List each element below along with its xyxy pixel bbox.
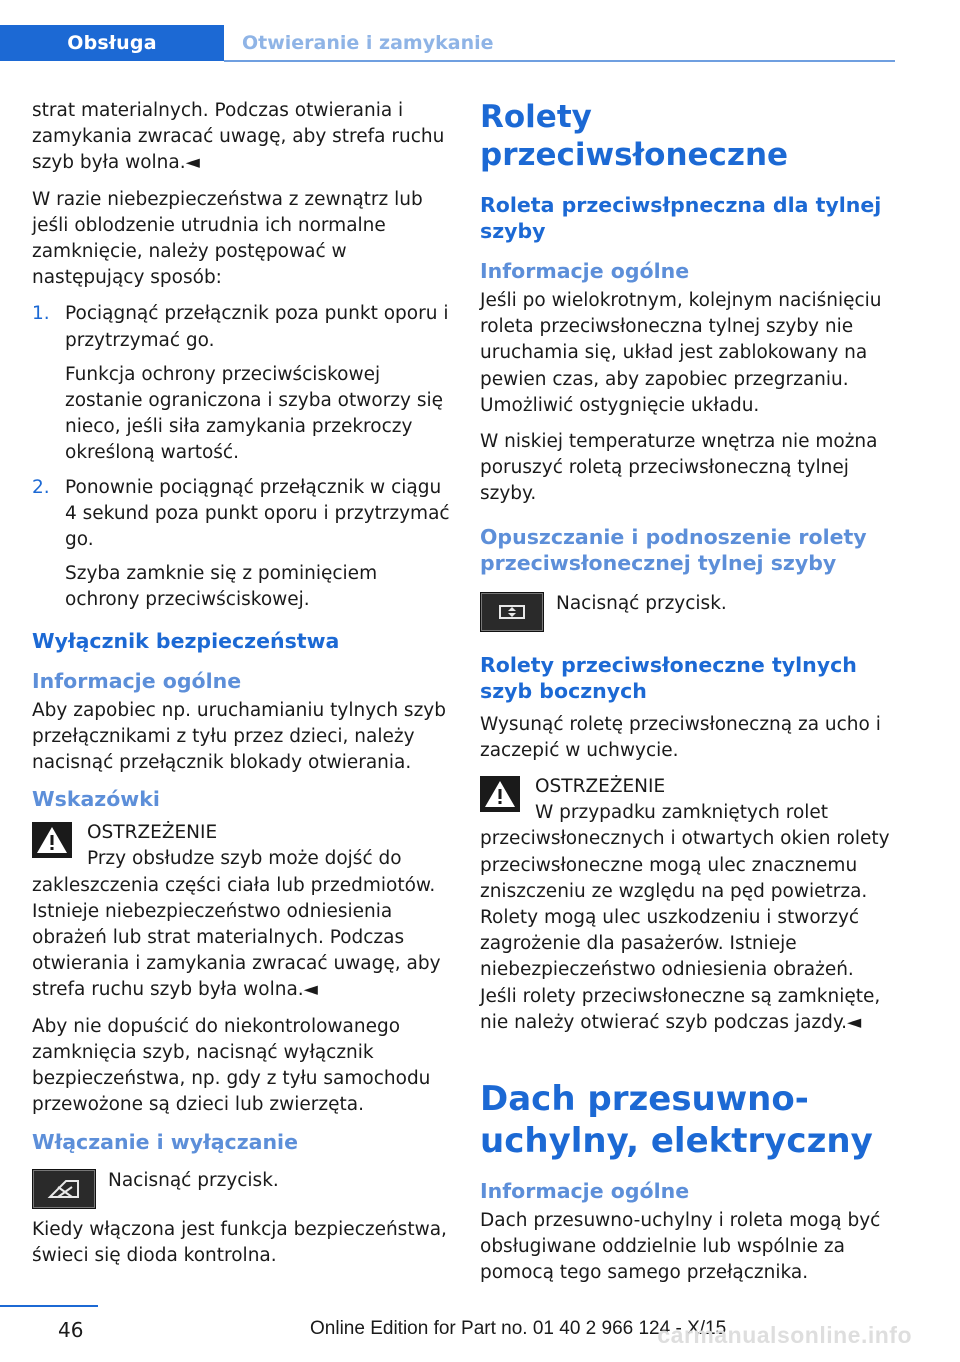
edition-info: Online Edition for Part no. 01 40 2 966 124 - X/15	[310, 1318, 727, 1339]
list-item	[32, 301, 452, 466]
watermark: carmanualsonline.info	[657, 1322, 912, 1348]
step-text: Pociągnąć przełącznik poza punkt oporu i przytrzymać go.	[65, 303, 449, 351]
list-item	[32, 475, 452, 614]
heading-hints: Wskazówki	[32, 787, 160, 812]
left-column	[32, 98, 452, 1279]
window-lock-icon	[44, 1177, 84, 1201]
rear-blind-icon	[492, 600, 532, 624]
step-number: 1.	[32, 303, 50, 325]
heading-safety-switch: Wyłącznik bezpieczeństwa	[32, 628, 340, 653]
heading-rear-window-blind: Roleta przeciwsłpneczna dla tylnej szyby	[480, 193, 882, 243]
header-tab: Obsługa	[0, 25, 224, 61]
paragraph-info-2: W niskiej temperaturze wnętrza nie można poruszyć roletą przeciwsłoneczną tylnej szyby.	[480, 431, 878, 505]
warning-box	[480, 774, 896, 1036]
heading-general-info: Informacje ogólne	[480, 1179, 690, 1204]
button-instruction	[32, 1165, 452, 1209]
heading-sunroof: Dach przesuwno-uchylny, elektryczny	[480, 1079, 873, 1162]
button-instruction-label: Nacisnąć przycisk.	[556, 592, 727, 614]
step-number: 2.	[32, 476, 50, 498]
step-note: Funkcja ochrony przeciwściskowej zostanie ograniczona i szyba otworzy się nieco, jeśli siła zamykania przekroczy określoną wartość.	[65, 363, 444, 464]
button-instruction-label: Nacisnąć przycisk.	[108, 1169, 279, 1191]
heading-general-info: Informacje ogólne	[32, 668, 242, 693]
paragraph-side: Wysunąć roletę przeciwsłoneczną za ucho i zaczepić w uchwycie.	[480, 713, 881, 761]
safety-switch-button-image	[32, 1169, 96, 1209]
button-instruction	[480, 588, 896, 632]
step-note: Szyba zamknie się z pominięciem ochrony przeciwściskowej.	[65, 563, 378, 611]
paragraph-info: Aby zapobiec np. uruchamianiu tylnych szyb przełącznikami z tyłu przez dzieci, należy nacisnąć przełącznik blokady otwierania.	[32, 699, 446, 774]
warning-title: OSTRZEŻENIE	[535, 776, 666, 798]
warning-triangle-icon	[480, 776, 520, 812]
paragraph-danger: W razie niebezpieczeństwa z zewnątrz lub jeśli oblodzenie utrudnia ich normalne zamknięcie, należy postępować w następujący sposób:	[32, 188, 423, 289]
header-divider	[224, 60, 895, 62]
warning-triangle-icon	[32, 822, 72, 858]
warning-text: Przy obsłudze szyb może dojść do zakleszczenia części ciała lub przedmiotów. Istnieje niebezpieczeństwo odniesienia obrażeń lub strat materialnych. Podczas otwierania i zamykania zwracać uwagę, aby strefa ruchu szyb była wolna.◄	[32, 848, 441, 1001]
warning-text: W przypadku zamkniętych rolet przeciwsłonecznych i otwartych okien rolety przeciwsłoneczne mogą ulec znacznemu zniszczeniu ze względu na pęd powietrza. Rolety mogą ulec uszkodzeniu i stworzyć zagrożenie dla pasażerów. Istnieje niebezpieczeństwo odniesienia obrażeń. Jeśli rolety przeciwsłoneczne są zamknięte, nie należy otwierać szyb podczas jazdy.◄	[480, 802, 890, 1033]
right-column	[480, 98, 896, 1297]
warning-box	[32, 820, 452, 1003]
header-section: Otwieranie i zamykanie	[242, 32, 494, 54]
paragraph-continuation: strat materialnych. Podczas otwierania i zamykania zwracać uwagę, aby strefa ruchu szyb była wolna.◄	[32, 100, 445, 174]
page-number: 46	[58, 1318, 84, 1342]
heading-general-info: Informacje ogólne	[480, 259, 690, 283]
footer-divider	[0, 1305, 98, 1307]
heading-on-off: Włączanie i wyłączanie	[32, 1129, 298, 1154]
heading-lower-raise: Opuszczanie i podnoszenie rolety przeciwsłonecznej tylnej szyby	[480, 524, 867, 575]
paragraph-info-1: Jeśli po wielokrotnym, kolejnym naciśnięciu roleta przeciwsłoneczna tylnej szyby nie uruchamia się, układ jest zablokowany na pewien czas, aby zapobiec przegrzaniu. Umożliwić ostygnięcie układu.	[480, 290, 882, 416]
step-text: Ponownie pociągnąć przełącznik w ciągu 4 sekund poza punkt oporu i przytrzymać go.	[65, 476, 450, 551]
paragraph-led: Kiedy włączona jest funkcja bezpieczeństwa, świeci się dioda kontrolna.	[32, 1218, 447, 1266]
steps-list	[32, 301, 452, 613]
heading-sun-blinds: Rolety przeciwsłoneczne	[480, 99, 789, 173]
paragraph-roof: Dach przesuwno-uchylny i roleta mogą być obsługiwane oddzielnie lub wspólnie za pomocą tego samego przełącznika.	[480, 1210, 881, 1284]
warning-title: OSTRZEŻENIE	[87, 822, 218, 844]
paragraph-prevent: Aby nie dopuścić do niekontrolowanego zamknięcia szyb, nacisnąć wyłącznik bezpieczeństwa, np. gdy z tyłu samochodu przewożone są dzieci lub zwierzęta.	[32, 1015, 431, 1116]
rear-blind-button-image	[480, 592, 544, 632]
heading-side-blinds: Rolety przeciwsłoneczne tylnych szyb bocznych	[480, 652, 857, 703]
